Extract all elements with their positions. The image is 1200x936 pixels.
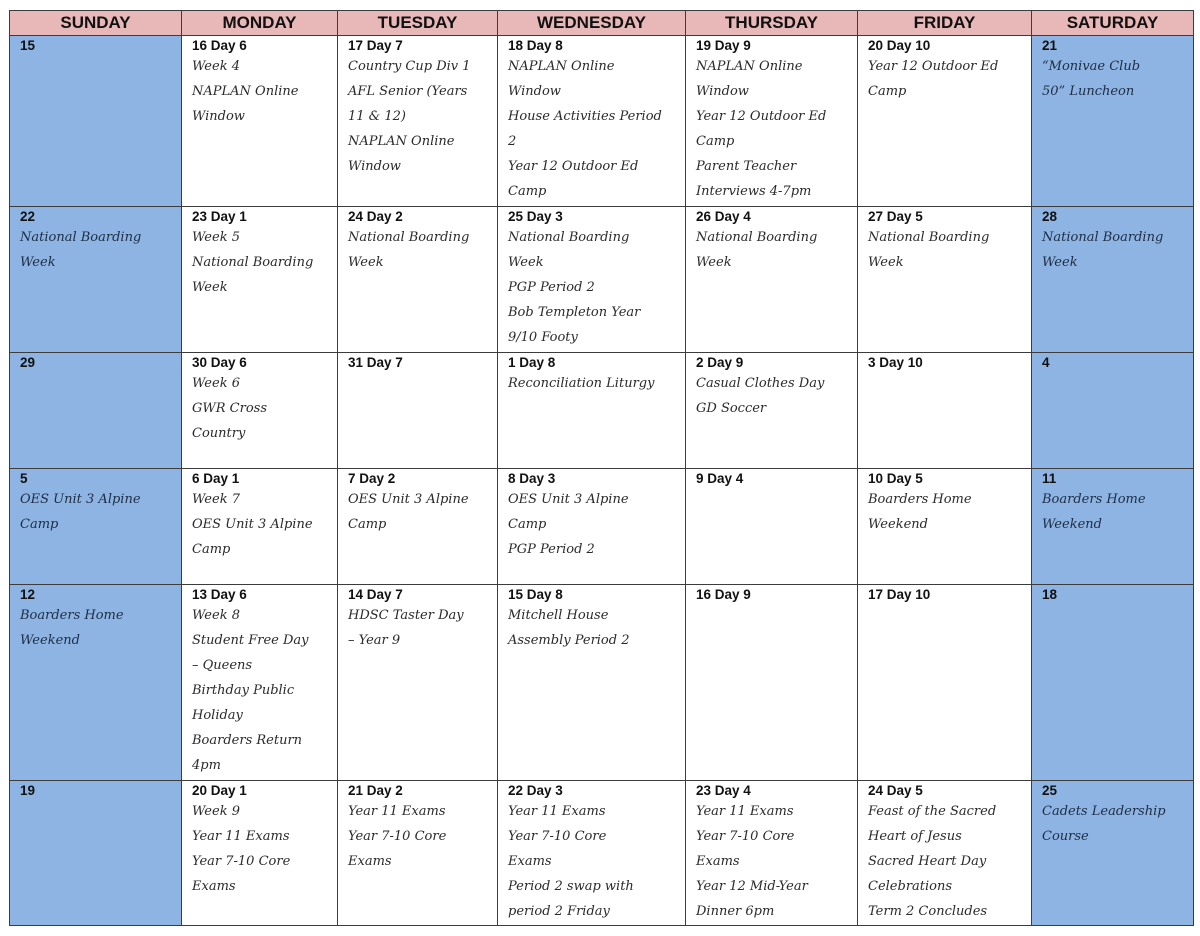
event-line: National Boarding	[508, 230, 630, 245]
event-line: National Boarding	[20, 230, 142, 245]
day-cell-monday	[182, 207, 338, 353]
day-date: 24 Day 2	[348, 209, 403, 224]
event-line: Weekend	[1042, 517, 1102, 532]
day-date: 4	[1042, 355, 1050, 370]
event-line: OES Unit 3 Alpine	[192, 517, 313, 532]
weekday-header-row	[10, 11, 1194, 36]
event-line: Parent Teacher	[696, 159, 797, 174]
event-line: Reconciliation Liturgy	[508, 376, 655, 391]
day-cell-saturday	[1032, 36, 1194, 207]
event-line: NAPLAN Online	[696, 59, 803, 74]
event-line: Year 7-10 Core	[696, 829, 795, 844]
event-line: Week	[1042, 255, 1078, 270]
day-cell-friday	[858, 207, 1032, 353]
event-line: 2	[508, 134, 517, 149]
event-line: Camp	[696, 134, 735, 149]
day-cell-thursday	[686, 353, 858, 469]
event-line: Year 7-10 Core	[192, 854, 291, 869]
day-cell-sunday	[10, 781, 182, 926]
event-line: Celebrations	[868, 879, 953, 894]
day-date: 23 Day 1	[192, 209, 247, 224]
day-cell-wednesday	[498, 207, 686, 353]
day-cell-thursday	[686, 585, 858, 781]
calendar-grid	[9, 10, 1194, 926]
day-date: 2 Day 9	[696, 355, 744, 370]
event-line: Camp	[192, 542, 231, 557]
day-date: 29	[20, 355, 36, 370]
event-line: National Boarding	[1042, 230, 1164, 245]
day-cell-thursday	[686, 781, 858, 926]
event-line: Week	[348, 255, 384, 270]
day-date: 3 Day 10	[868, 355, 923, 370]
header-thursday: THURSDAY	[686, 11, 858, 36]
day-date: 19 Day 9	[696, 38, 751, 53]
event-line: GWR Cross	[192, 401, 267, 416]
event-line: NAPLAN Online	[192, 84, 299, 99]
event-line: Window	[192, 109, 245, 124]
event-line: OES Unit 3 Alpine	[20, 492, 141, 507]
day-cell-saturday	[1032, 469, 1194, 585]
day-date: 12	[20, 587, 36, 602]
event-line: HDSC Taster Day	[348, 608, 464, 623]
event-line: Year 11 Exams	[508, 804, 606, 819]
day-cell-wednesday	[498, 585, 686, 781]
day-cell-monday	[182, 469, 338, 585]
event-line: Boarders Home	[868, 492, 972, 507]
day-date: 23 Day 4	[696, 783, 751, 798]
day-date: 20 Day 1	[192, 783, 247, 798]
event-line: 9/10 Footy	[508, 330, 578, 345]
header-friday: FRIDAY	[858, 11, 1032, 36]
day-date: 8 Day 3	[508, 471, 556, 486]
week-row	[10, 36, 1194, 207]
day-cell-monday	[182, 36, 338, 207]
event-line: Camp	[348, 517, 387, 532]
event-line: Week 8	[192, 608, 240, 623]
event-line: Week 6	[192, 376, 240, 391]
event-line: OES Unit 3 Alpine	[348, 492, 469, 507]
day-cell-wednesday	[498, 36, 686, 207]
event-line: PGP Period 2	[508, 280, 595, 295]
header-sunday: SUNDAY	[10, 11, 182, 36]
event-line: Week	[868, 255, 904, 270]
day-date: 22	[20, 209, 36, 224]
day-date: 17 Day 10	[868, 587, 931, 602]
event-line: Year 11 Exams	[696, 804, 794, 819]
event-line: Year 11 Exams	[348, 804, 446, 819]
event-line: Exams	[348, 854, 392, 869]
event-line: Weekend	[20, 633, 80, 648]
day-date: 21	[1042, 38, 1058, 53]
event-line: Year 12 Outdoor Ed	[508, 159, 639, 174]
day-date: 18 Day 8	[508, 38, 563, 53]
week-row	[10, 353, 1194, 469]
event-line: Country	[192, 426, 246, 441]
header-monday: MONDAY	[182, 11, 338, 36]
day-cell-monday	[182, 353, 338, 469]
event-line: Year 7-10 Core	[348, 829, 447, 844]
event-line: 4pm	[192, 758, 221, 773]
event-line: Exams	[508, 854, 552, 869]
day-date: 13 Day 6	[192, 587, 247, 602]
day-date: 1 Day 8	[508, 355, 556, 370]
event-line: Exams	[192, 879, 236, 894]
event-line: Bob Templeton Year	[508, 305, 641, 320]
event-line: National Boarding	[868, 230, 990, 245]
day-cell-tuesday	[338, 36, 498, 207]
day-cell-tuesday	[338, 353, 498, 469]
event-line: NAPLAN Online	[348, 134, 455, 149]
day-date: 28	[1042, 209, 1058, 224]
day-cell-thursday	[686, 469, 858, 585]
event-line: National Boarding	[348, 230, 470, 245]
event-line: Year 11 Exams	[192, 829, 290, 844]
day-date: 9 Day 4	[696, 471, 744, 486]
day-cell-sunday	[10, 469, 182, 585]
day-cell-tuesday	[338, 781, 498, 926]
event-line: Week	[696, 255, 732, 270]
day-cell-friday	[858, 36, 1032, 207]
day-date: 10 Day 5	[868, 471, 923, 486]
day-cell-monday	[182, 585, 338, 781]
day-date: 24 Day 5	[868, 783, 923, 798]
event-line: PGP Period 2	[508, 542, 595, 557]
day-date: 14 Day 7	[348, 587, 403, 602]
day-date: 20 Day 10	[868, 38, 931, 53]
day-cell-friday	[858, 353, 1032, 469]
day-date: 15	[20, 38, 36, 53]
event-line: Term 2 Concludes	[868, 904, 988, 919]
day-cell-tuesday	[338, 469, 498, 585]
event-line: Week 9	[192, 804, 240, 819]
day-date: 26 Day 4	[696, 209, 751, 224]
day-cell-friday	[858, 585, 1032, 781]
event-line: Year 12 Mid-Year	[696, 879, 808, 894]
event-line: Interviews 4-7pm	[696, 184, 812, 199]
event-line: Dinner 6pm	[696, 904, 775, 919]
day-date: 25 Day 3	[508, 209, 563, 224]
event-line: Mitchell House	[508, 608, 609, 623]
day-cell-friday	[858, 469, 1032, 585]
day-date: 30 Day 6	[192, 355, 247, 370]
event-line: Camp	[508, 517, 547, 532]
day-cell-wednesday	[498, 781, 686, 926]
event-line: National Boarding	[696, 230, 818, 245]
event-line: Casual Clothes Day	[696, 376, 825, 391]
day-cell-sunday	[10, 353, 182, 469]
day-cell-saturday	[1032, 781, 1194, 926]
event-line: Week	[20, 255, 56, 270]
event-line: “Monivae Club	[1042, 59, 1141, 74]
event-line: Boarders Return	[192, 733, 303, 748]
event-line: Week	[192, 280, 228, 295]
event-line: Birthday Public	[192, 683, 295, 698]
day-date: 6 Day 1	[192, 471, 240, 486]
day-cell-saturday	[1032, 207, 1194, 353]
day-cell-saturday	[1032, 353, 1194, 469]
week-row	[10, 585, 1194, 781]
day-date: 22 Day 3	[508, 783, 563, 798]
day-cell-friday	[858, 781, 1032, 926]
day-date: 17 Day 7	[348, 38, 403, 53]
event-line: Week 7	[192, 492, 240, 507]
week-row	[10, 207, 1194, 353]
day-cell-sunday	[10, 585, 182, 781]
event-line: OES Unit 3 Alpine	[508, 492, 629, 507]
event-line: Country Cup Div 1	[348, 59, 471, 74]
event-line: – Queens	[192, 658, 253, 673]
header-wednesday: WEDNESDAY	[498, 11, 686, 36]
day-cell-tuesday	[338, 585, 498, 781]
day-date: 31 Day 7	[348, 355, 403, 370]
day-cell-monday	[182, 781, 338, 926]
event-line: Boarders Home	[20, 608, 124, 623]
event-line: Year 7-10 Core	[508, 829, 607, 844]
event-line: Feast of the Sacred	[868, 804, 997, 819]
event-line: National Boarding	[192, 255, 314, 270]
event-line: Student Free Day	[192, 633, 309, 648]
event-line: Year 12 Outdoor Ed	[868, 59, 999, 74]
day-cell-sunday	[10, 207, 182, 353]
event-line: Exams	[696, 854, 740, 869]
day-date: 7 Day 2	[348, 471, 396, 486]
event-line: Camp	[868, 84, 907, 99]
day-date: 21 Day 2	[348, 783, 403, 798]
day-cell-thursday	[686, 207, 858, 353]
day-date: 16 Day 6	[192, 38, 247, 53]
day-date: 18	[1042, 587, 1058, 602]
event-line: Camp	[20, 517, 59, 532]
day-date: 27 Day 5	[868, 209, 923, 224]
event-line: 50” Luncheon	[1042, 84, 1135, 99]
week-row	[10, 469, 1194, 585]
day-cell-saturday	[1032, 585, 1194, 781]
event-line: Course	[1042, 829, 1089, 844]
week-row	[10, 781, 1194, 926]
header-saturday: SATURDAY	[1032, 11, 1194, 36]
day-cell-sunday	[10, 36, 182, 207]
event-line: period 2 Friday	[508, 904, 610, 919]
event-line: Boarders Home	[1042, 492, 1146, 507]
day-cell-thursday	[686, 36, 858, 207]
event-line: 11 & 12)	[348, 109, 406, 124]
day-date: 19	[20, 783, 36, 798]
event-line: House Activities Period	[508, 109, 662, 124]
event-line: Sacred Heart Day	[868, 854, 987, 869]
event-line: Week 4	[192, 59, 240, 74]
event-line: Year 12 Outdoor Ed	[696, 109, 827, 124]
day-cell-wednesday	[498, 353, 686, 469]
event-line: Week	[508, 255, 544, 270]
event-line: Period 2 swap with	[508, 879, 634, 894]
event-line: – Year 9	[348, 633, 401, 648]
day-cell-wednesday	[498, 469, 686, 585]
event-line: AFL Senior (Years	[348, 84, 468, 99]
day-date: 16 Day 9	[696, 587, 751, 602]
event-line: Heart of Jesus	[868, 829, 962, 844]
event-line: Weekend	[868, 517, 928, 532]
day-date: 15 Day 8	[508, 587, 563, 602]
header-tuesday: TUESDAY	[338, 11, 498, 36]
event-line: Window	[508, 84, 561, 99]
event-line: Window	[696, 84, 749, 99]
event-line: Holiday	[192, 708, 243, 723]
event-line: NAPLAN Online	[508, 59, 615, 74]
day-date: 11	[1042, 471, 1057, 486]
event-line: Assembly Period 2	[508, 633, 630, 648]
day-cell-tuesday	[338, 207, 498, 353]
event-line: Camp	[508, 184, 547, 199]
day-date: 25	[1042, 783, 1058, 798]
event-line: GD Soccer	[696, 401, 767, 416]
day-date: 5	[20, 471, 28, 486]
event-line: Week 5	[192, 230, 240, 245]
event-line: Cadets Leadership	[1042, 804, 1166, 819]
event-line: Window	[348, 159, 401, 174]
